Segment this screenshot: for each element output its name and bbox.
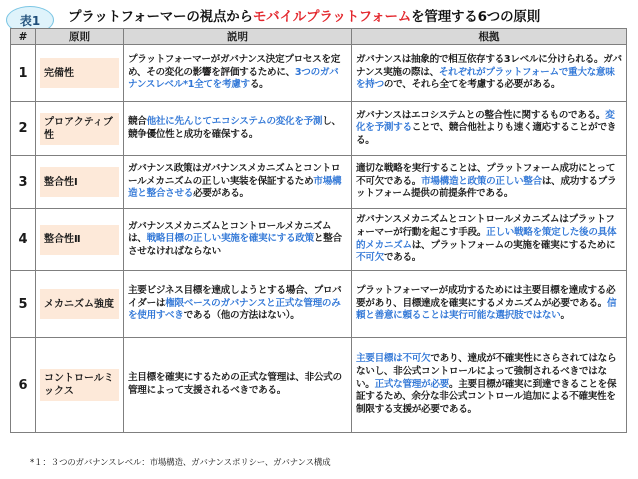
cell-text: 。 (560, 310, 570, 322)
cell-text: プラットフォーマーがガバナンス決定プロセスを定め、その変化の影響を評価するために、 (128, 54, 341, 78)
table-row (11, 102, 627, 156)
row-number: 4 (11, 209, 36, 271)
table-header-row (11, 29, 627, 45)
description-cell (124, 102, 352, 156)
cell-text: 必要がある。 (193, 188, 249, 200)
table-row (11, 338, 627, 433)
highlight-text: 戦略目標の正しい実施を確実にする政策 (146, 233, 314, 245)
cell-text: る。 (249, 79, 269, 91)
cell-text: と整合させなければならない (128, 233, 342, 257)
cell-text: 競合 (128, 115, 147, 127)
cell-text: である（他の方法はない）。 (183, 310, 300, 322)
cell-text: ガバナンスはエコシステムとの整合性に関するものである。 (356, 109, 606, 121)
description-cell (124, 45, 352, 102)
row-number: 6 (11, 338, 36, 433)
footnote: *１：３つのガバナンスレベル：市場構造、ガバナンスポリシー、ガバナンス構成 (30, 458, 331, 468)
highlight-text: 主要目標は不可欠 (356, 353, 431, 365)
cell-text: ガバナンスは抽象的で相互依存する3レベルに分けられる。ガバナンス実施の際は、 (356, 54, 622, 78)
principle-cell: メカニズム強度 (40, 289, 119, 319)
cell-text: は、プラットフォームの実施を確実にするために (411, 239, 616, 251)
page-title (68, 5, 540, 25)
row-number: 2 (11, 102, 36, 156)
basis-cell (352, 45, 627, 102)
highlight-text: 3つのガバナンスレベル*1全てを考慮す (128, 66, 339, 91)
basis-cell (352, 271, 627, 338)
principle-cell: 整合性Ⅱ (40, 225, 119, 255)
highlight-text: それぞれがプラットフォームで重大な意味を持つ (356, 66, 615, 91)
principle-cell: 整合性Ⅰ (40, 167, 119, 197)
cell-text: は、成功するプラットフォーム提供の前提条件である。 (356, 175, 617, 200)
cell-text: ことで、競合他社よりも速く適応することができる。 (356, 122, 617, 146)
row-number: 5 (11, 271, 36, 338)
basis-cell (352, 156, 627, 209)
cell-text: 主要ビジネス目標を達成しようとする場合、プロバイダーは (128, 285, 342, 309)
header-description: 説明 (124, 29, 352, 45)
description-cell (124, 156, 352, 209)
title-part-after: を管理する6つの原則 (411, 9, 541, 25)
description-cell (124, 209, 352, 271)
cell-text: 適切な戦略を実行することは、プラットフォーム成功にとって不可欠である。 (356, 163, 616, 187)
table-number-badge: 表1 (6, 6, 54, 34)
principle-cell: コントロールミックス (40, 369, 119, 401)
highlight-text: 権限ベースのガバナンスと正式な管理のみを使用すべき (128, 297, 341, 322)
header-number: # (11, 29, 36, 45)
title-part-before: プラットフォーマーの視点から (68, 9, 253, 25)
table-row (11, 45, 627, 102)
row-number: 1 (11, 45, 36, 102)
basis-cell (352, 209, 627, 271)
cell-text: である。 (383, 252, 422, 264)
highlight-text: 市場構造と整合させる (128, 175, 342, 200)
cell-text: プラットフォーマーが成功するためには主要目標を達成する必要があり、目標達成を確実にするメカニズムが必要である。 (356, 285, 616, 309)
cell-text: ので、それら全てを考慮する必要がある。 (383, 79, 561, 91)
cell-text: ガバナンスメカニズムとコントロールメカニズムはプラットフォーマーが行動を起こす手段。 (356, 214, 615, 238)
table-row (11, 209, 627, 271)
principles-table (10, 28, 627, 433)
highlight-text: 変化を予測する (356, 109, 615, 134)
table-row (11, 156, 627, 209)
header-principle: 原則 (36, 29, 124, 45)
basis-cell (352, 102, 627, 156)
principle-cell: プロアクティブ性 (40, 113, 119, 145)
description-cell (124, 338, 352, 433)
cell-text: ガバナンス政策はガバナンスメカニズムとコントロールメカニズムの正しい実装を保証するため (128, 163, 341, 187)
cell-text: ガバナンスメカニズムとコントロールメカニズムは、 (128, 220, 332, 245)
highlight-text: 他社に先んじてエコシステムの変化を予測 (146, 115, 323, 127)
cell-text: 。主要目標が確実に到達できることを保証するため、余分な非公式コントロール追加による不確実性を制限する支援が必要である。 (356, 378, 617, 415)
header-basis: 根拠 (352, 29, 627, 45)
title-highlight: モバイルプラットフォーム (252, 9, 412, 25)
table-row (11, 271, 627, 338)
highlight-text: 正しい戦略を策定した後の具体的メカニズム (356, 226, 617, 251)
highlight-text: 信頼と善意に頼ることは実行可能な選択肢ではない (356, 297, 617, 322)
highlight-text: 不可欠 (356, 252, 384, 264)
cell-text: し、競争優位性と成功を確保する。 (128, 115, 341, 140)
row-number: 3 (11, 156, 36, 209)
basis-cell (352, 338, 627, 433)
description-cell (124, 271, 352, 338)
cell-text: 主目標を確実にするための正式な管理は、非公式の管理によって支援されるべきである。 (128, 372, 342, 396)
principle-cell: 完備性 (40, 58, 119, 88)
highlight-text: 正式な管理が必要 (374, 378, 449, 390)
cell-text: であり、達成が不確実性にさらされてはならないし、非公式コントロールによって強制されるべきではない。 (356, 353, 617, 390)
highlight-text: 市場構造と政策の正しい整合 (421, 175, 542, 187)
